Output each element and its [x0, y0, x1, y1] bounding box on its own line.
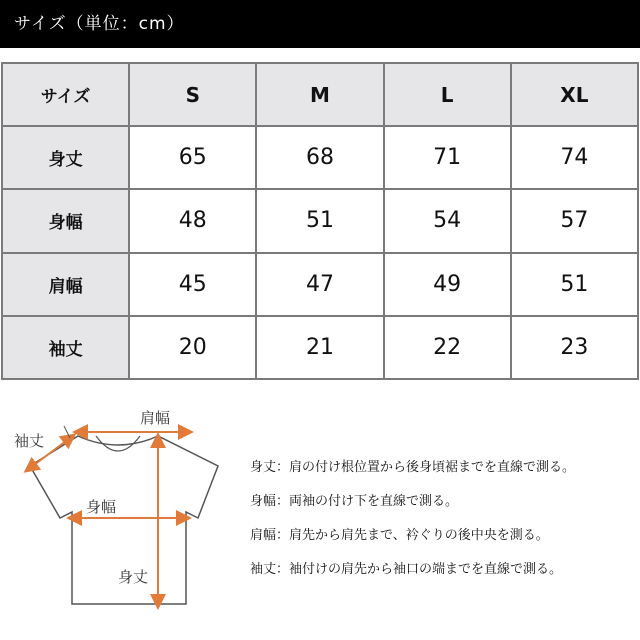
- table-row: [2, 253, 638, 316]
- table-cell: 21: [256, 316, 383, 379]
- size-header-l: L: [384, 63, 511, 126]
- body-width-label: 身幅: [86, 498, 117, 516]
- table-cell: 48: [129, 189, 256, 252]
- table-cell: 47: [256, 253, 383, 316]
- table-row: [2, 126, 638, 189]
- table-cell: 51: [511, 253, 638, 316]
- table-cell: 71: [384, 126, 511, 189]
- note-body-length: 身丈：肩の付け根位置から後身頃裾までを直線で測る。: [250, 460, 576, 475]
- table-cell: 22: [384, 316, 511, 379]
- row-label: 身丈: [2, 126, 129, 189]
- table-cell: 51: [256, 189, 383, 252]
- table-row: [2, 316, 638, 379]
- sleeve-length-label: 袖丈: [14, 432, 45, 450]
- table-row: [2, 189, 638, 252]
- row-label: 袖丈: [2, 316, 129, 379]
- size-header-xl: XL: [511, 63, 638, 126]
- table-header-row: [2, 63, 638, 126]
- measurement-notes: [250, 456, 635, 592]
- note-shoulder-width: 肩幅：肩先から肩先まで、衿ぐりの後中央を測る。: [250, 528, 549, 543]
- row-label: 肩幅: [2, 253, 129, 316]
- size-header-s: S: [129, 63, 256, 126]
- table-cell: 54: [384, 189, 511, 252]
- note-body-width: 身幅：両袖の付け下を直線で測る。: [250, 494, 459, 509]
- table-cell: 45: [129, 253, 256, 316]
- size-header-m: M: [256, 63, 383, 126]
- body-length-label: 身丈: [118, 568, 149, 586]
- tshirt-diagram: [0, 396, 240, 626]
- corner-label: サイズ: [2, 63, 129, 126]
- header-title: サイズ（単位：cm）: [14, 14, 185, 34]
- shoulder-width-label: 肩幅: [140, 409, 171, 427]
- table-cell: 49: [384, 253, 511, 316]
- table-cell: 68: [256, 126, 383, 189]
- table-cell: 74: [511, 126, 638, 189]
- table-cell: 23: [511, 316, 638, 379]
- page-header: [0, 0, 640, 48]
- table-cell: 57: [511, 189, 638, 252]
- size-table: [1, 62, 639, 380]
- table-cell: 65: [129, 126, 256, 189]
- note-sleeve-length: 袖丈：袖付けの肩先から袖口の端までを直線で測る。: [250, 562, 563, 577]
- table-cell: 20: [129, 316, 256, 379]
- row-label: 身幅: [2, 189, 129, 252]
